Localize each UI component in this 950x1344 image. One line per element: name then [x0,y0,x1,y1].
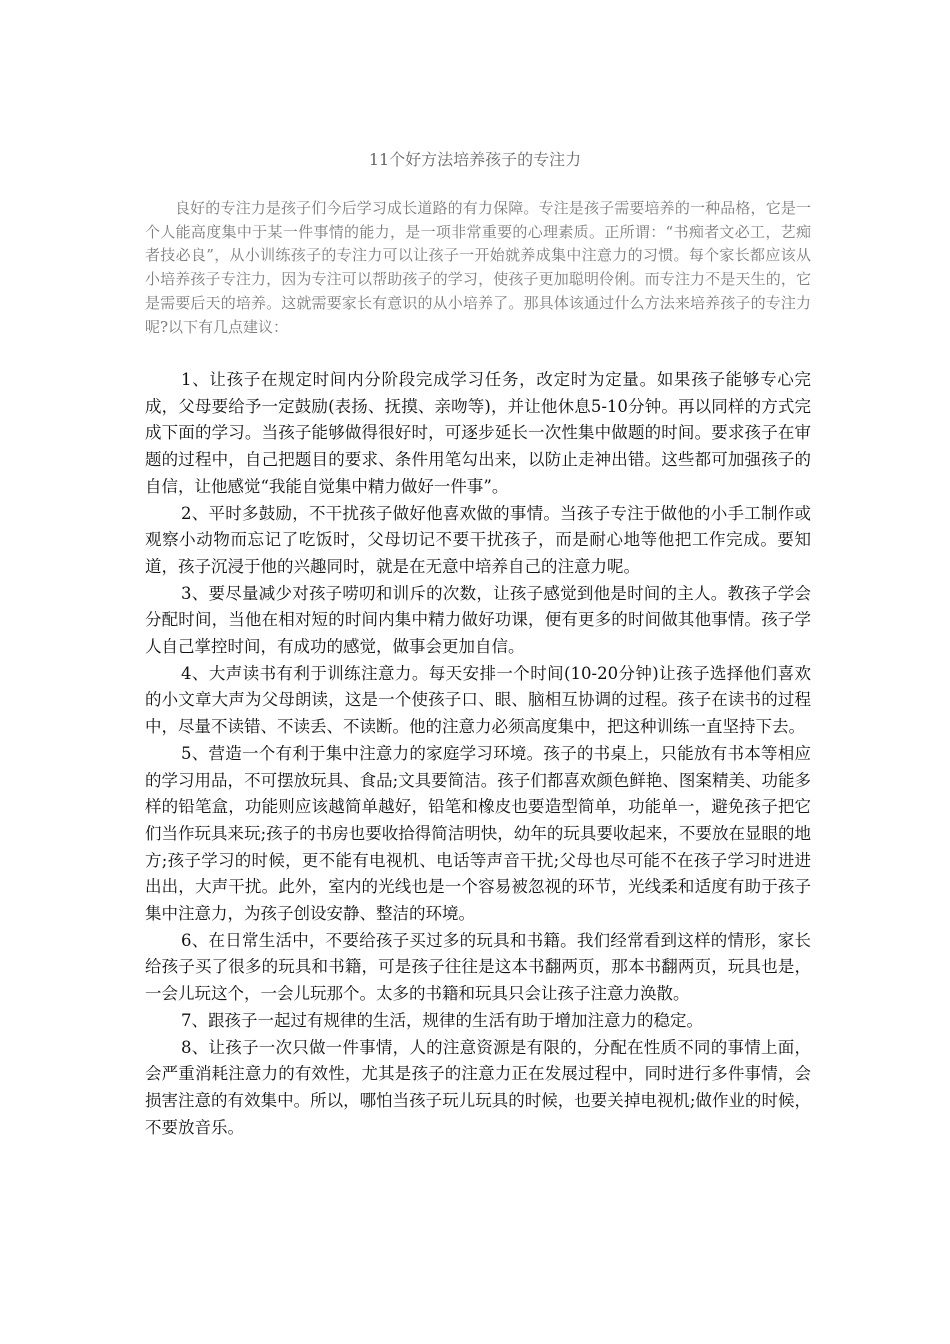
tip-paragraph-5: 5、营造一个有利于集中注意力的家庭学习环境。孩子的书桌上，只能放有书本等相应的学习用品，不可摆放玩具、食品;文具要简洁。孩子们都喜欢颜色鲜艳、图案精美、功能多样的铅笔盒，功能则应该越简单越好，铅笔和橡皮也要造型简单，功能单一，避免孩子把它们当作玩具来玩;孩子的书房也要收拾得简洁明快，幼年的玩具要收起来，不要放在显眼的地方;孩子学习的时候，更不能有电视机、电话等声音干扰;父母也尽可能不在孩子学习时进进出出，大声干扰。此外，室内的光线也是一个容易被忽视的环节，光线柔和适度有助于孩子集中注意力，为孩子创设安静、整洁的环境。 [145,743,811,924]
tip-paragraph-8: 8、让孩子一次只做一件事情，人的注意资源是有限的，分配在性质不同的事情上面，会严重消耗注意力的有效性，尤其是孩子的注意力正在发展过程中，同时进行多件事情，会损害注意的有效集中。所以，哪怕当孩子玩儿玩具的时候，也要关掉电视机;做作业的时候，不要放音乐。 [145,1037,811,1137]
tip-paragraph-7: 7、跟孩子一起过有规律的生活，规律的生活有助于增加注意力的稳定。 [181,1010,703,1030]
tips-list [145,367,811,1141]
document-title: 11个好方法培养孩子的专注力 [368,150,582,169]
tip-paragraph-1: 1、让孩子在规定时间内分阶段完成学习任务，改定时为定量。如果孩子能够专心完成，父母要给予一定鼓励(表扬、抚摸、亲吻等)，并让他休息5-10分钟。再以同样的方式完成下面的学习。当孩子能够做得很好时，可逐步延长一次性集中做题的时间。要求孩子在审题的过程中，自己把题目的要求、条件用笔勾出来，以防止走神出错。这些都可加强孩子的自信，让他感觉“我能自觉集中精力做好一件事”。 [145,370,811,496]
tip-paragraph-4: 4、大声读书有利于训练注意力。每天安排一个时间(10-20分钟)让孩子选择他们喜欢的小文章大声为父母朗读，这是一个使孩子口、眼、脑相互协调的过程。孩子在读书的过程中，尽量不读错、不读丢、不读断。他的注意力必须高度集中，把这种训练一直坚持下去。 [145,663,811,737]
tip-paragraph-6: 6、在日常生活中，不要给孩子买过多的玩具和书籍。我们经常看到这样的情形，家长给孩子买了很多的玩具和书籍，可是孩子往往是这本书翻两页，那本书翻两页，玩具也是，一会儿玩这个，一会儿玩那个。太多的书籍和玩具只会让孩子注意力涣散。 [145,930,811,1004]
tip-paragraph-3: 3、要尽量减少对孩子唠叨和训斥的次数，让孩子感觉到他是时间的主人。教孩子学会分配时间，当他在相对短的时间内集中精力做好功课，便有更多的时间做其他事情。孩子学人自己掌控时间，有成功的感觉，做事会更加自信。 [145,583,811,657]
intro-paragraph: 良好的专注力是孩子们今后学习成长道路的有力保障。专注是孩子需要培养的一种品格，它是一个人能高度集中于某一件事情的能力，是一项非常重要的心理素质。正所谓：“书痴者文必工，艺痴者技必良”，从小训练孩子的专注力可以让孩子一开始就养成集中注意力的习惯。每个家长都应该从小培养孩子专注力，因为专注可以帮助孩子的学习，使孩子更加聪明伶俐。而专注力不是天生的，它是需要后天的培养。这就需要家长有意识的从小培养了。那具体该通过什么方法来培养孩子的专注力呢?以下有几点建议： [145,199,811,336]
tip-paragraph-2: 2、平时多鼓励，不干扰孩子做好他喜欢做的事情。当孩子专注于做他的小手工制作或观察小动物而忘记了吃饭时，父母切记不要干扰孩子，而是耐心地等他把工作完成。要知道，孩子沉浸于他的兴趣同时，就是在无意中培养自己的注意力呢。 [145,503,811,576]
